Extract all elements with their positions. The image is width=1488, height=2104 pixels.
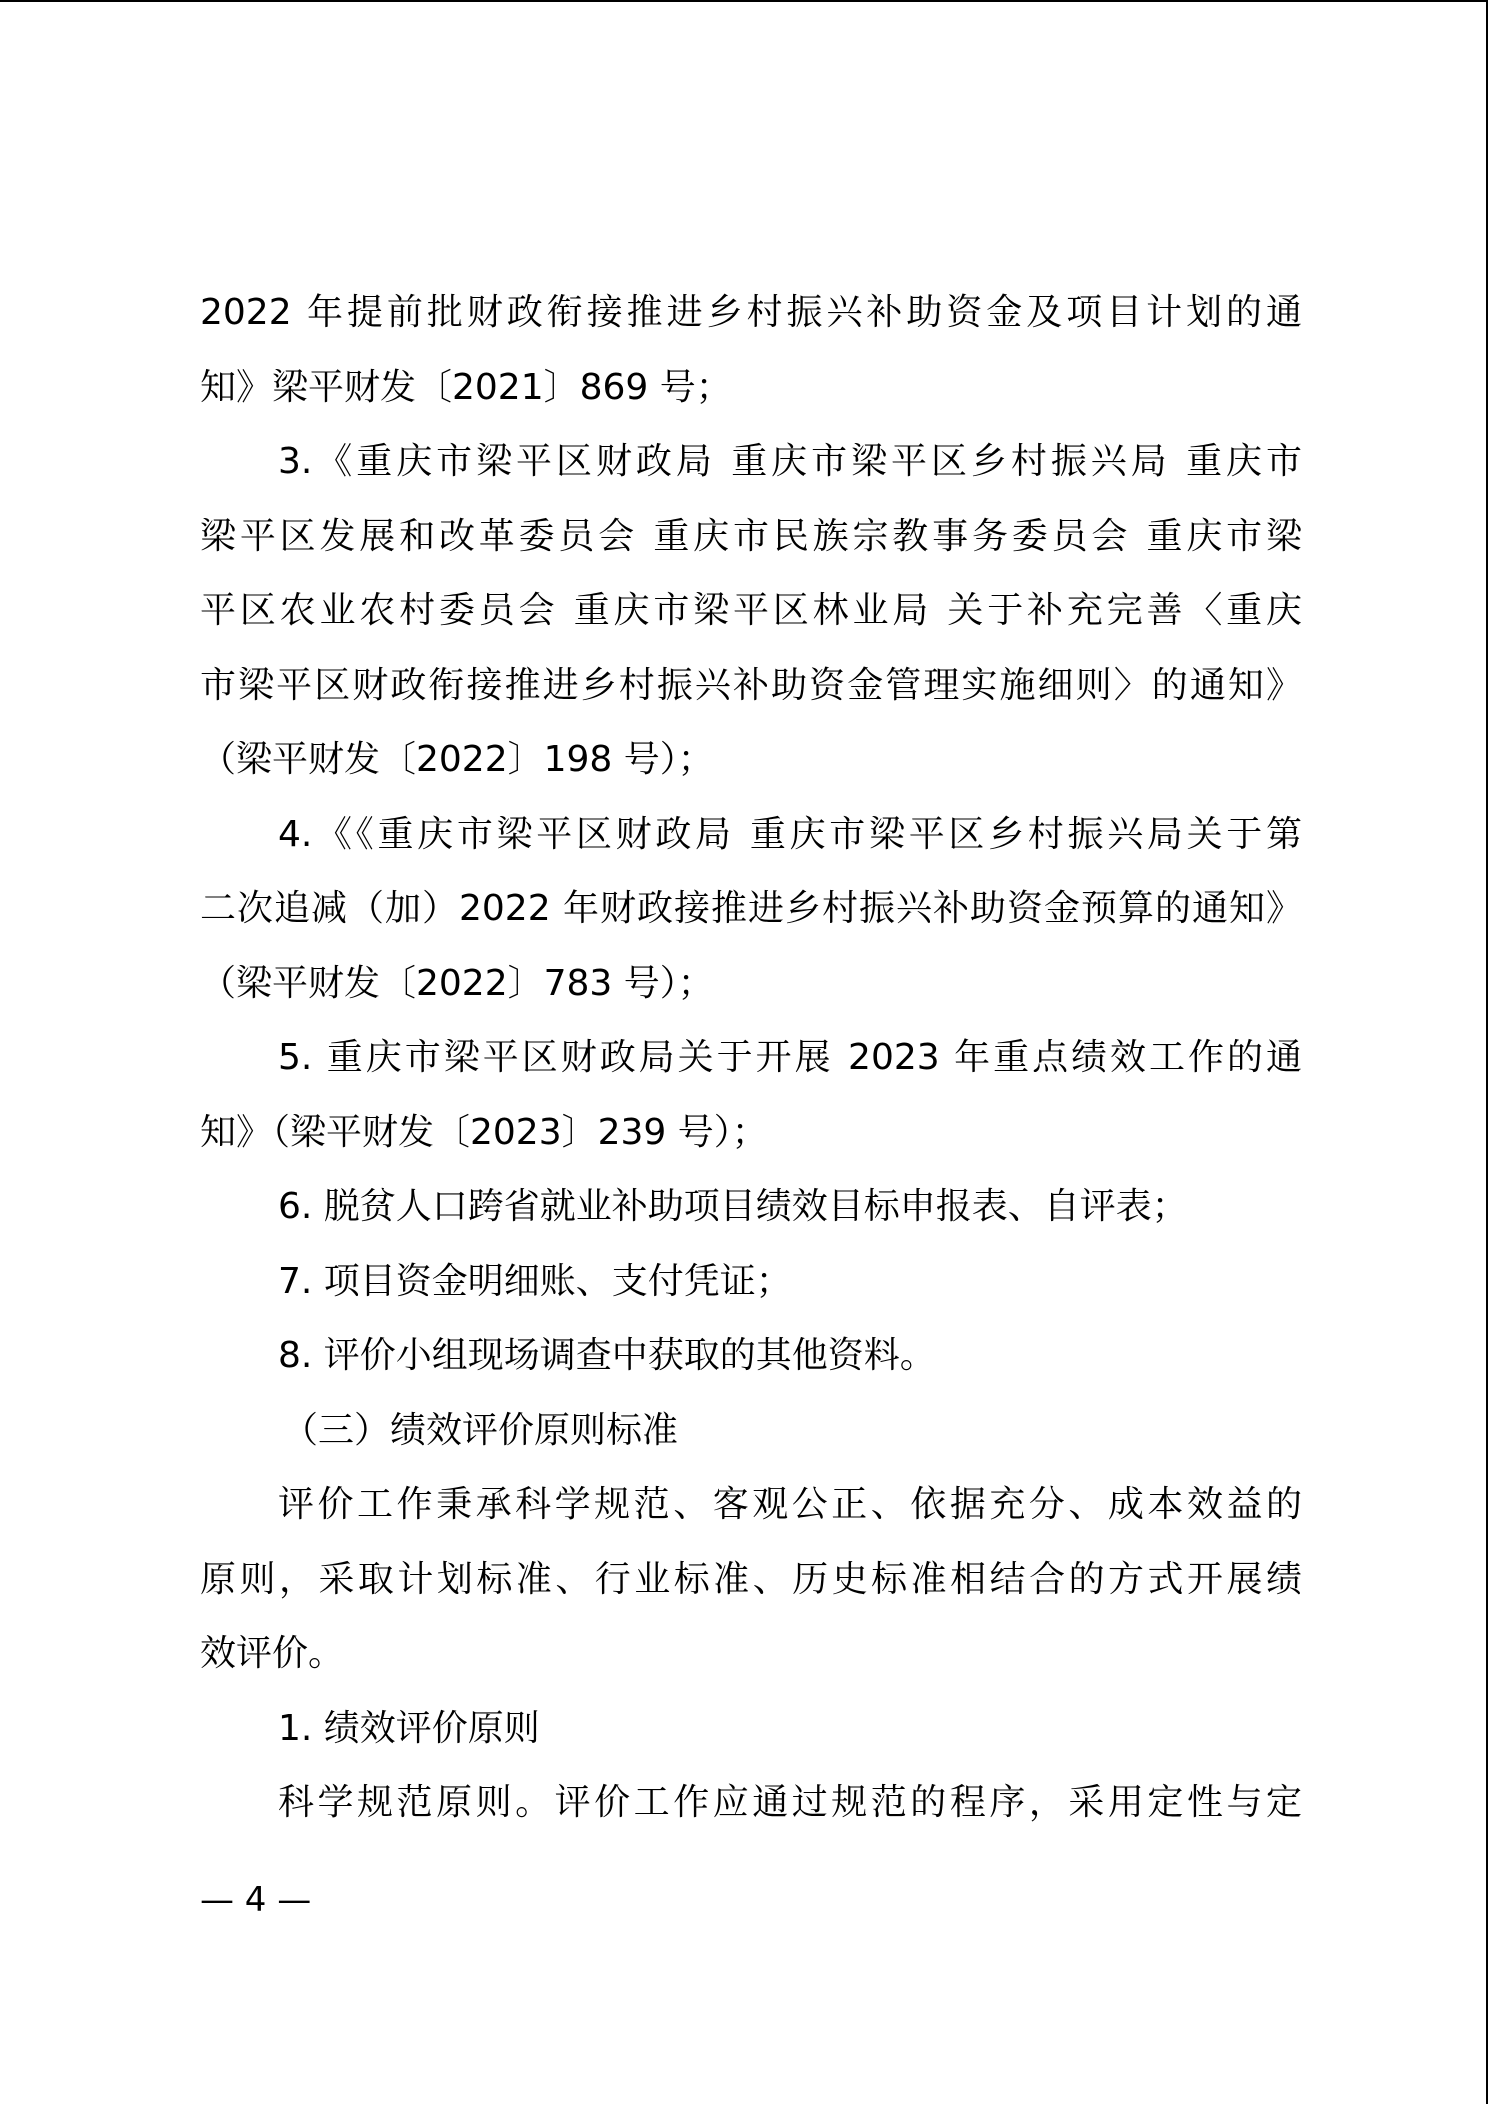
text-line: （梁平财发〔2022〕198 号）； [200, 739, 714, 780]
text-line: 4.《《重庆市梁平区财政局 重庆市梁平区乡村振兴局关于第 [278, 813, 1302, 855]
document-body [200, 276, 1302, 1841]
text-line: 1. 绩效评价原则 [278, 1707, 540, 1749]
text-line: 5. 重庆市梁平区财政局关于开展 2023 年重点绩效工作的通 [278, 1037, 1302, 1078]
text-line: 2022 年提前批财政衔接推进乡村振兴补助资金及项目计划的通 [200, 292, 1302, 333]
text-line: 原则，采取计划标准、行业标准、历史标准相结合的方式开展绩 [200, 1558, 1302, 1600]
text-line: 知》（梁平财发〔2023〕239 号）； [200, 1111, 768, 1153]
text-line: 科学规范原则。评价工作应通过规范的程序，采用定性与定 [278, 1782, 1302, 1823]
text-line: 评价工作秉承科学规范、客观公正、依据充分、成本效益的 [278, 1484, 1302, 1525]
text-line: 效评价。 [200, 1633, 345, 1674]
text-line: 8. 评价小组现场调查中获取的其他资料。 [278, 1335, 936, 1376]
text-line: 6. 脱贫人口跨省就业补助项目绩效目标申报表、自评表； [278, 1186, 1188, 1227]
text-line: 知》梁平财发〔2021〕869 号； [200, 366, 732, 408]
text-line: 平区农业农村委员会 重庆市梁平区林业局 关于补充完善〈重庆 [200, 590, 1302, 631]
section-heading: （三）绩效评价原则标准 [282, 1409, 679, 1451]
text-line: 梁平区发展和改革委员会 重庆市民族宗教事务委员会 重庆市梁 [200, 515, 1302, 557]
text-line: 3.《重庆市梁平区财政局 重庆市梁平区乡村振兴局 重庆市 [278, 441, 1302, 482]
page-number: — 4 — [200, 1880, 312, 1920]
text-line: 市梁平区财政衔接推进乡村振兴补助资金管理实施细则〉的通知》 [200, 664, 1302, 706]
text-line: （梁平财发〔2022〕783 号）； [200, 962, 714, 1004]
text-line: 二次追减（加）2022 年财政接推进乡村振兴补助资金预算的通知》 [200, 888, 1302, 929]
text-line: 7. 项目资金明细账、支付凭证； [278, 1260, 792, 1302]
